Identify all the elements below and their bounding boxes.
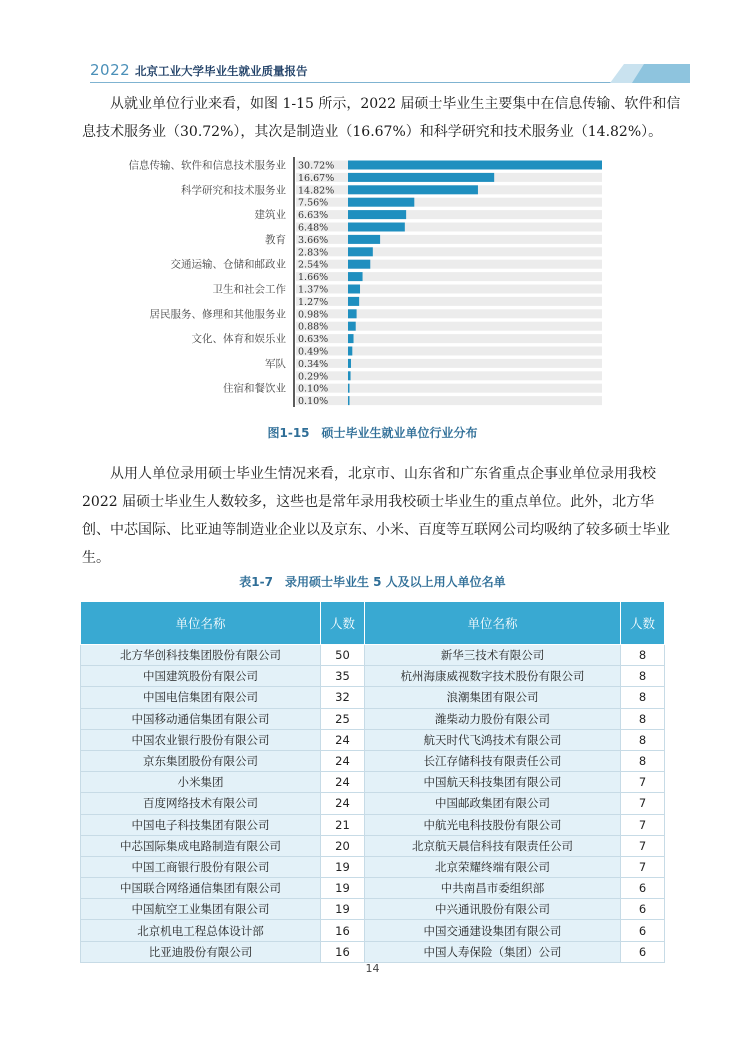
bar-track xyxy=(296,384,602,393)
bar-track xyxy=(296,334,602,346)
table-row xyxy=(81,920,665,941)
category-label: 教育 xyxy=(265,233,286,246)
table-row xyxy=(81,941,665,962)
count-right: 8 xyxy=(621,666,665,687)
unit-name-right: 长江存储科技有限责任公司 xyxy=(365,750,621,771)
bar xyxy=(348,371,351,380)
table-header-row xyxy=(81,602,665,645)
unit-name-left: 中国航空工业集团有限公司 xyxy=(81,899,321,920)
bar xyxy=(348,185,478,194)
unit-name-left: 百度网络技术有限公司 xyxy=(81,793,321,814)
unit-name-right: 中共南昌市委组织部 xyxy=(365,878,621,899)
bar-track xyxy=(296,347,602,356)
bar xyxy=(348,309,357,318)
bar xyxy=(348,247,373,256)
bar-value-label: 0.34% xyxy=(298,358,329,370)
header-unit-name-1: 单位名称 xyxy=(81,602,321,645)
bar-value-label: 30.72% xyxy=(298,160,335,172)
bar xyxy=(348,198,414,207)
count-left: 25 xyxy=(321,708,365,729)
bar-track xyxy=(296,285,602,294)
header-unit-name-2: 单位名称 xyxy=(365,602,621,645)
bar-track xyxy=(296,260,602,269)
count-right: 6 xyxy=(621,878,665,899)
table-row xyxy=(81,878,665,899)
bar-value-label: 2.54% xyxy=(298,259,329,271)
bar-value-label: 0.10% xyxy=(298,383,329,395)
bar xyxy=(348,210,406,219)
bar xyxy=(348,396,350,405)
unit-name-right: 中国航天科技集团有限公司 xyxy=(365,772,621,793)
count-right: 7 xyxy=(621,793,665,814)
unit-name-right: 北京航天晨信科技有限责任公司 xyxy=(365,835,621,856)
table-row xyxy=(81,793,665,814)
count-left: 16 xyxy=(321,920,365,941)
count-right: 7 xyxy=(621,856,665,877)
bar-value-label: 14.82% xyxy=(298,185,335,197)
table-row xyxy=(81,666,665,687)
header-year: 2022 xyxy=(90,61,131,79)
count-left: 35 xyxy=(321,666,365,687)
count-right: 6 xyxy=(621,941,665,962)
unit-name-left: 中国工商银行股份有限公司 xyxy=(81,856,321,877)
category-label: 建筑业 xyxy=(254,209,286,222)
category-label: 文化、体育和娱乐业 xyxy=(191,333,286,346)
table-row xyxy=(81,645,665,666)
table-row xyxy=(81,835,665,856)
bar-value-label: 7.56% xyxy=(298,197,329,209)
bar-value-label: 0.10% xyxy=(298,396,329,408)
industry-bar-chart xyxy=(100,155,620,413)
bar-value-label: 0.29% xyxy=(298,371,329,383)
employer-table xyxy=(80,601,665,963)
count-right: 6 xyxy=(621,920,665,941)
bar xyxy=(348,285,360,294)
unit-name-left: 中芯国际集成电路制造有限公司 xyxy=(81,835,321,856)
header-count-1: 人数 xyxy=(321,602,365,645)
unit-name-right: 中国邮政集团有限公司 xyxy=(365,793,621,814)
header-decoration xyxy=(610,64,690,83)
bar-track xyxy=(296,396,602,408)
bar-track xyxy=(296,198,602,207)
category-label: 科学研究和技术服务业 xyxy=(181,184,286,197)
bar xyxy=(348,223,405,232)
bar-track xyxy=(296,210,602,222)
count-right: 6 xyxy=(621,899,665,920)
header-count-2: 人数 xyxy=(621,602,665,645)
bar-value-label: 0.98% xyxy=(298,309,329,321)
unit-name-left: 京东集团股份有限公司 xyxy=(81,750,321,771)
unit-name-right: 中国人寿保险（集团）公司 xyxy=(365,941,621,962)
bar-value-label: 16.67% xyxy=(298,172,335,184)
table-row xyxy=(81,708,665,729)
bar xyxy=(348,173,494,182)
count-right: 8 xyxy=(621,729,665,750)
count-left: 50 xyxy=(321,645,365,666)
unit-name-left: 中国电信集团有限公司 xyxy=(81,687,321,708)
bar-track xyxy=(296,223,602,232)
count-left: 24 xyxy=(321,750,365,771)
table-row xyxy=(81,899,665,920)
table-caption: 表1-7 录用硕士毕业生 5 人及以上用人单位名单 xyxy=(239,575,506,589)
unit-name-right: 杭州海康威视数字技术股份有限公司 xyxy=(365,666,621,687)
count-right: 8 xyxy=(621,687,665,708)
count-left: 24 xyxy=(321,729,365,750)
header-rule xyxy=(90,82,690,83)
figure-caption: 图1-15 硕士毕业生就业单位行业分布 xyxy=(267,426,478,440)
unit-name-right: 中兴通讯股份有限公司 xyxy=(365,899,621,920)
count-left: 24 xyxy=(321,793,365,814)
page-header xyxy=(90,60,690,82)
unit-name-right: 北京荣耀终端有限公司 xyxy=(365,856,621,877)
count-right: 7 xyxy=(621,835,665,856)
bar xyxy=(348,334,354,343)
unit-name-right: 新华三技术有限公司 xyxy=(365,645,621,666)
paragraph-industry-intro: 从就业单位行业来看，如图 1-15 所示，2022 届硕士毕业生主要集中在信息传输、软件和信息技术服务业（30.72%），其次是制造业（16.67%）和科学研究和技术服务业（14.82%）。 xyxy=(82,96,681,140)
bar xyxy=(348,161,602,170)
bar-value-label: 1.37% xyxy=(298,284,329,296)
bar xyxy=(348,347,352,356)
unit-name-left: 中国建筑股份有限公司 xyxy=(81,666,321,687)
bar-track xyxy=(296,371,602,383)
count-right: 8 xyxy=(621,750,665,771)
bar xyxy=(348,359,351,368)
header-title: 北京工业大学毕业生就业质量报告 xyxy=(135,64,308,78)
unit-name-left: 中国联合网络通信集团有限公司 xyxy=(81,878,321,899)
bar xyxy=(348,260,370,269)
bar-value-label: 6.48% xyxy=(298,222,329,234)
bar xyxy=(348,235,380,244)
bar xyxy=(348,297,359,306)
bar xyxy=(348,272,363,281)
count-left: 19 xyxy=(321,899,365,920)
bar-track xyxy=(296,322,602,331)
bar-value-label: 1.66% xyxy=(298,272,329,284)
unit-name-right: 航天时代飞鸿技术有限公司 xyxy=(365,729,621,750)
bar-track xyxy=(296,359,602,368)
page-number: 14 xyxy=(365,962,380,975)
table-row xyxy=(81,814,665,835)
bar xyxy=(348,384,350,393)
bar-value-label: 6.63% xyxy=(298,210,329,222)
count-left: 16 xyxy=(321,941,365,962)
count-left: 32 xyxy=(321,687,365,708)
category-label: 军队 xyxy=(265,357,286,370)
count-right: 8 xyxy=(621,708,665,729)
unit-name-right: 浪潮集团有限公司 xyxy=(365,687,621,708)
bar-track xyxy=(296,272,602,284)
category-label: 交通运输、仓储和邮政业 xyxy=(170,258,286,271)
count-left: 19 xyxy=(321,856,365,877)
unit-name-left: 北京机电工程总体设计部 xyxy=(81,920,321,941)
count-right: 8 xyxy=(621,645,665,666)
unit-name-left: 比亚迪股份有限公司 xyxy=(81,941,321,962)
bar-value-label: 3.66% xyxy=(298,234,329,246)
count-left: 20 xyxy=(321,835,365,856)
unit-name-left: 中国移动通信集团有限公司 xyxy=(81,708,321,729)
category-label: 住宿和餐饮业 xyxy=(223,382,286,395)
unit-name-right: 潍柴动力股份有限公司 xyxy=(365,708,621,729)
category-label: 居民服务、修理和其他服务业 xyxy=(149,308,286,321)
table-row xyxy=(81,856,665,877)
bar-track xyxy=(296,235,602,244)
table-row xyxy=(81,729,665,750)
category-label: 信息传输、软件和信息技术服务业 xyxy=(128,159,286,172)
unit-name-left: 小米集团 xyxy=(81,772,321,793)
count-left: 24 xyxy=(321,772,365,793)
bar-value-label: 2.83% xyxy=(298,247,329,259)
count-right: 7 xyxy=(621,814,665,835)
bar-value-label: 1.27% xyxy=(298,296,329,308)
bar-track xyxy=(296,247,602,259)
unit-name-left: 中国农业银行股份有限公司 xyxy=(81,729,321,750)
count-left: 19 xyxy=(321,878,365,899)
bar-track xyxy=(296,309,602,321)
category-label: 卫生和社会工作 xyxy=(212,283,286,296)
table-row xyxy=(81,772,665,793)
bar xyxy=(348,322,356,331)
unit-name-right: 中国交通建设集团有限公司 xyxy=(365,920,621,941)
bar-value-label: 0.49% xyxy=(298,346,329,358)
table-row xyxy=(81,750,665,771)
unit-name-left: 北方华创科技集团股份有限公司 xyxy=(81,645,321,666)
count-right: 7 xyxy=(621,772,665,793)
count-left: 21 xyxy=(321,814,365,835)
unit-name-left: 中国电子科技集团有限公司 xyxy=(81,814,321,835)
bar-value-label: 0.88% xyxy=(298,321,329,333)
bar-value-label: 0.63% xyxy=(298,334,329,346)
unit-name-right: 中航光电科技股份有限公司 xyxy=(365,814,621,835)
bar-track xyxy=(296,297,602,306)
paragraph-employers: 从用人单位录用硕士毕业生情况来看，北京市、山东省和广东省重点企事业单位录用我校 2022 届硕士毕业生人数较多，这些也是常年录用我校硕士毕业生的重点单位。此外，北方华创、中芯国际、比亚迪等制造业企业以及京东、小米、百度等互联网公司均吸纳了较多硕士毕业生。 xyxy=(82,466,670,566)
table-row xyxy=(81,687,665,708)
